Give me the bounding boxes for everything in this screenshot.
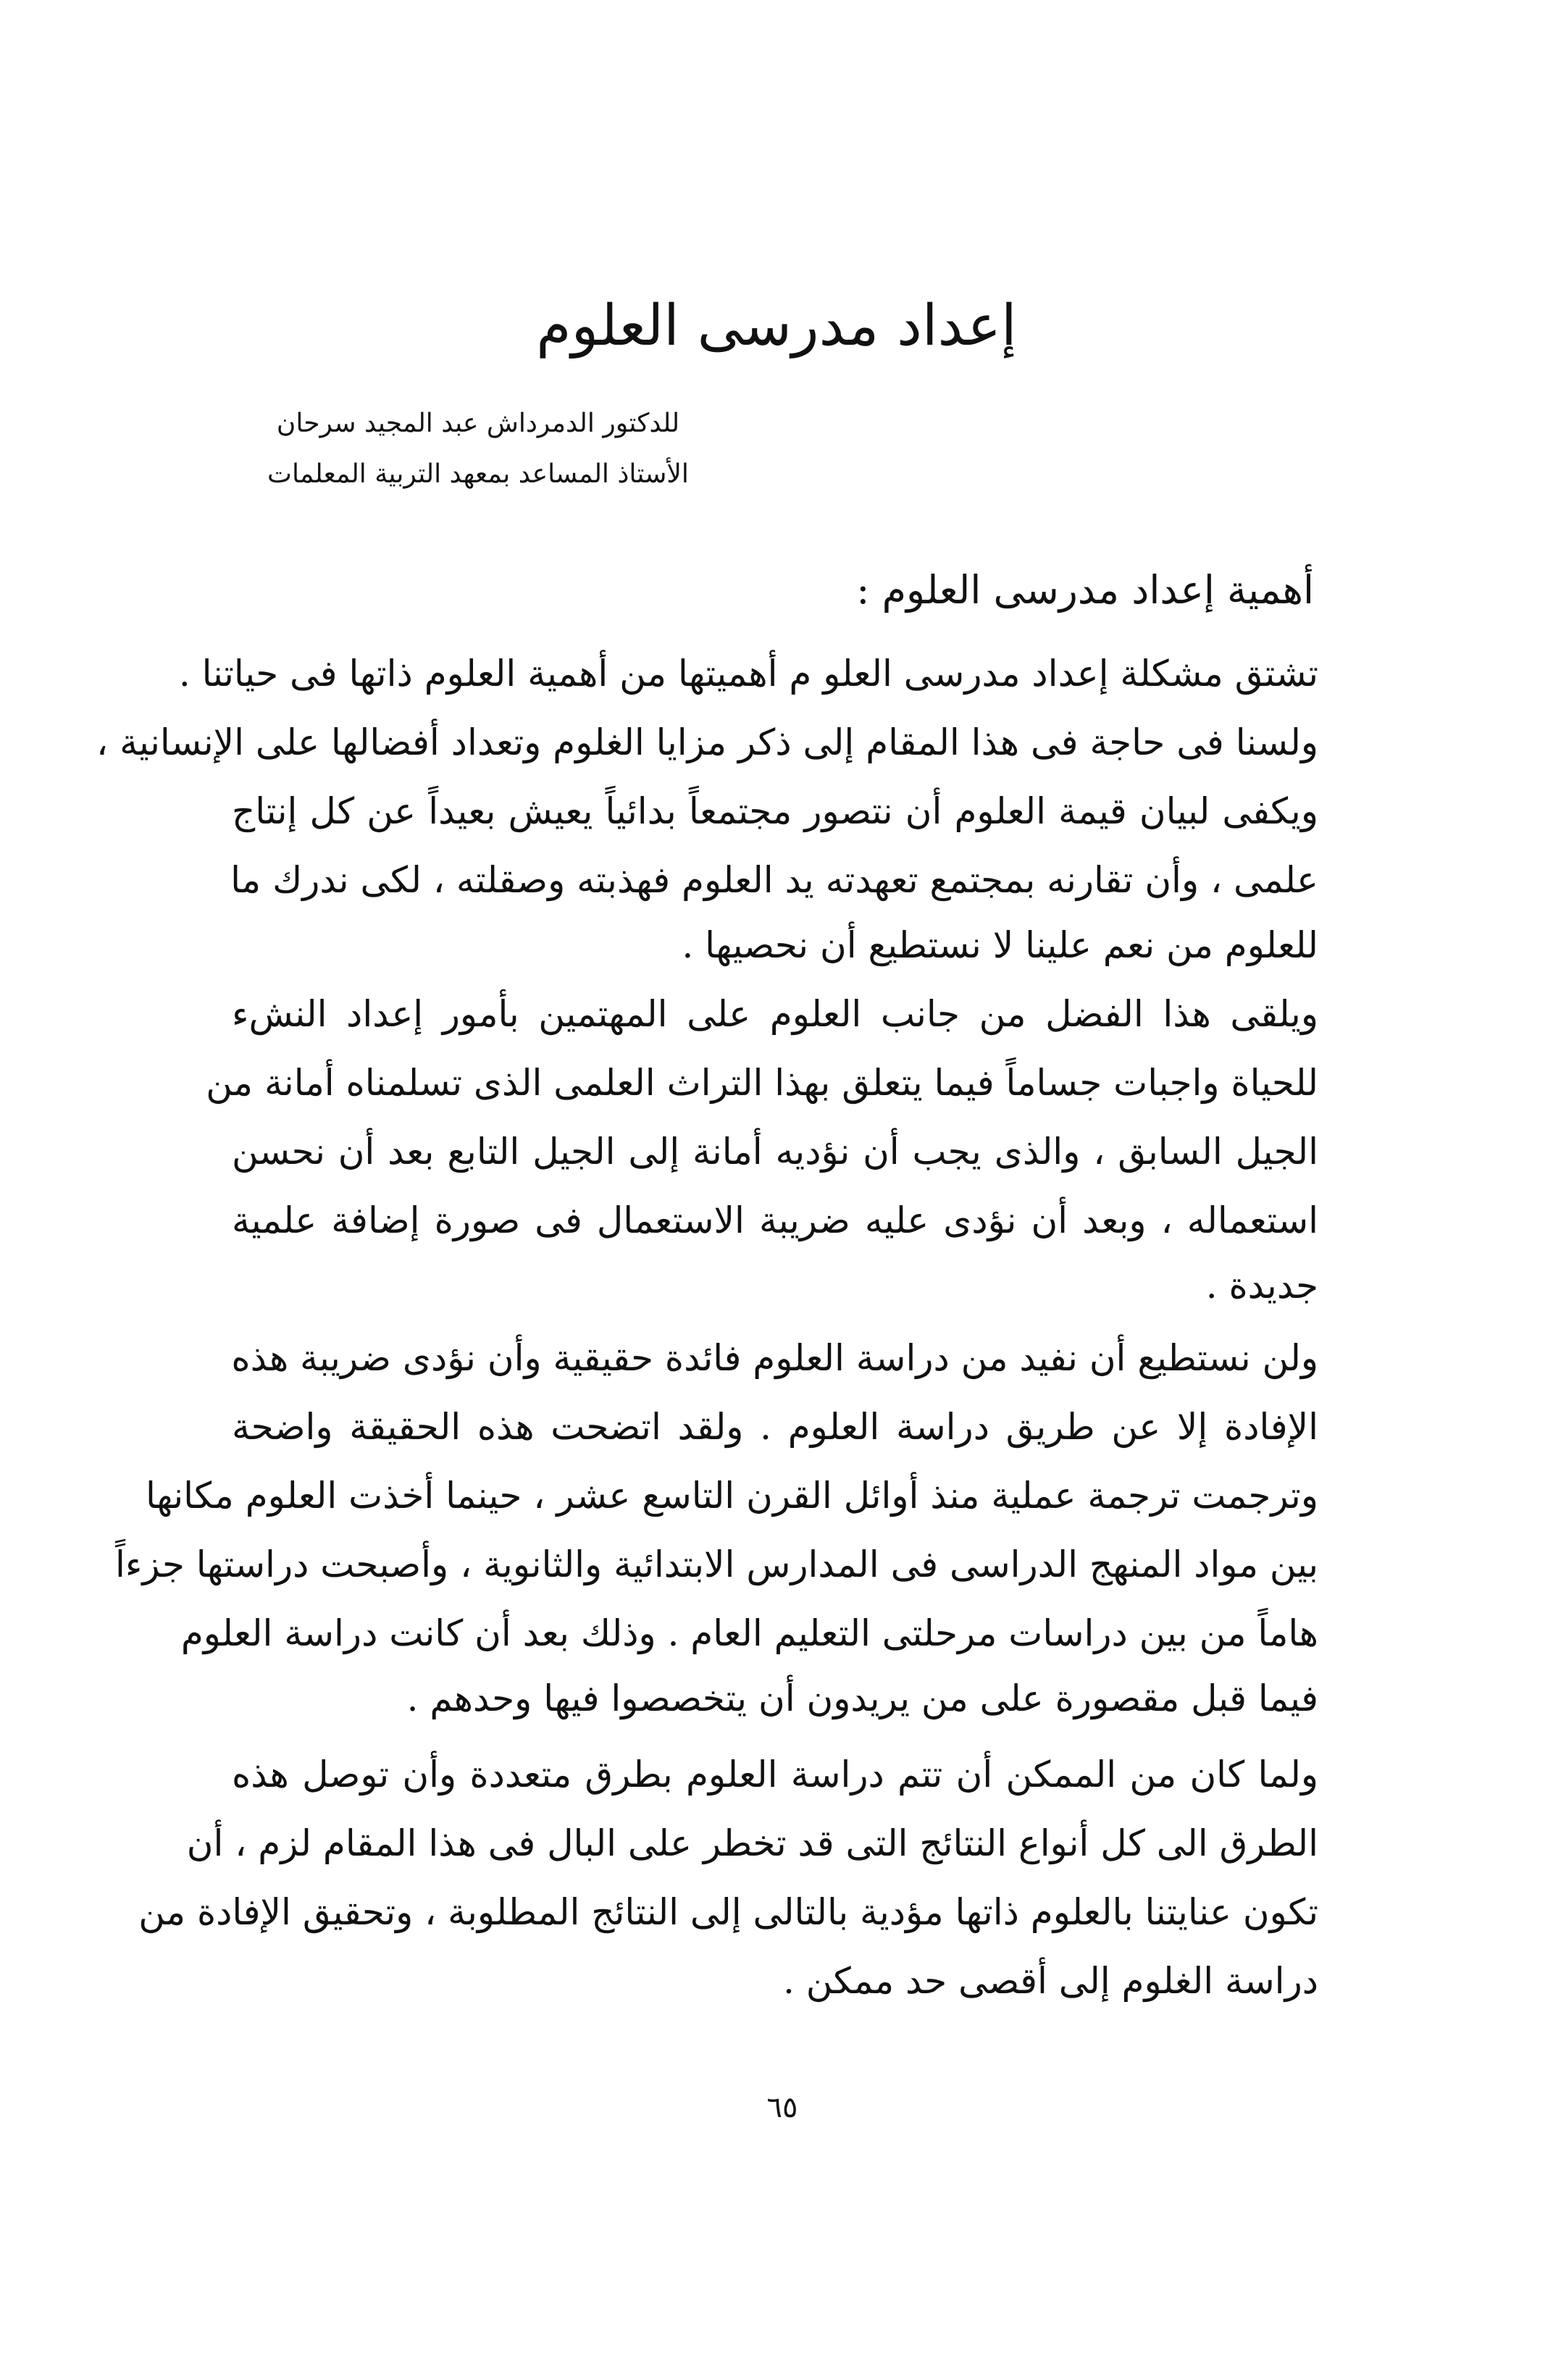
paragraph-line: للحياة واجبات جساماً فيما يتعلق بهذا التراث العلمى الذى تسلمناه أمانة من [206, 1062, 1318, 1104]
paragraph-line: ويلقى هذا الفضل من جانب العلوم على المهتمين بأمور إعداد النشء [232, 993, 1318, 1035]
paragraph-line: ولما كان من الممكن أن تتم دراسة العلوم بطرق متعددة وأن توصل هذه [232, 1753, 1318, 1796]
paragraph-line: تشتق مشكلة إعداد مدرسى العلو م أهميتها من أهمية العلوم ذاتها فى حياتنا . [178, 653, 1318, 695]
paragraph-line: للعلوم من نعم علينا لا نستطيع أن نحصيها . [682, 924, 1318, 966]
paragraph-line: الإفادة إلا عن طريق دراسة العلوم . ولقد اتضحت هذه الحقيقة واضحة [232, 1406, 1318, 1448]
paragraph-line: استعماله ، وبعد أن نؤدى عليه ضريبة الاستعمال فى صورة إضافة علمية [232, 1199, 1318, 1241]
article-title: إعداد مدرسى العلوم [536, 293, 1017, 359]
paragraph-line: فيما قبل مقصورة على من يريدون أن يتخصصوا فيها وحدهم . [406, 1677, 1318, 1719]
paragraph-line: الطرق الى كل أنواع النتائج التى قد تخطر على البال فى هذا المقام لزم ، أن [186, 1822, 1318, 1864]
paragraph-line: تكون عنايتنا بالعلوم ذاتها مؤدية بالتالى إلى النتائج المطلوبة ، وتحقيق الإفادة من [138, 1891, 1318, 1933]
paragraph-line: ولسنا فى حاجة فى هذا المقام إلى ذكر مزايا الغلوم وتعداد أفضالها على الإنسانية ، [96, 721, 1318, 763]
section-heading: أهمية إعداد مدرسى العلوم : [856, 567, 1314, 613]
author-name: للدكتور الدمرداش عبد المجيد سرحان [276, 408, 680, 438]
paragraph-line: ولن نستطيع أن نفيد من دراسة العلوم فائدة حقيقية وأن نؤدى ضريبة هذه [231, 1337, 1318, 1379]
paragraph-line: هاماً من بين دراسات مرحلتى التعليم العام . وذلك بعد أن كانت دراسة العلوم [180, 1612, 1318, 1654]
paragraph-line: وترجمت ترجمة عملية منذ أوائل القرن التاسع عشر ، حينما أخذت العلوم مكانها [145, 1475, 1318, 1517]
paragraph-line: علمى ، وأن تقارنه بمجتمع تعهدته يد العلوم فهذبته وصقلته ، لكى ندرك ما [230, 859, 1318, 901]
paragraph-line: ويكفى لبيان قيمة العلوم أن نتصور مجتمعاً بدائياً يعيش بعيداً عن كل إنتاج [232, 790, 1318, 832]
author-affiliation: الأستاذ المساعد بمعهد التربية المعلمات [267, 459, 689, 489]
paragraph-line: جديدة . [1205, 1265, 1318, 1307]
page-number: ٦٥ [766, 2091, 798, 2124]
paragraph-line: الجيل السابق ، والذى يجب أن نؤديه أمانة إلى الجيل التابع بعد أن نحسن [232, 1131, 1318, 1173]
paragraph-line: دراسة الغلوم إلى أقصى حد ممكن . [783, 1960, 1318, 2002]
paragraph-line: بين مواد المنهج الدراسى فى المدارس الابتدائية والثانوية ، وأصبحت دراستها جزءاً [115, 1543, 1318, 1585]
